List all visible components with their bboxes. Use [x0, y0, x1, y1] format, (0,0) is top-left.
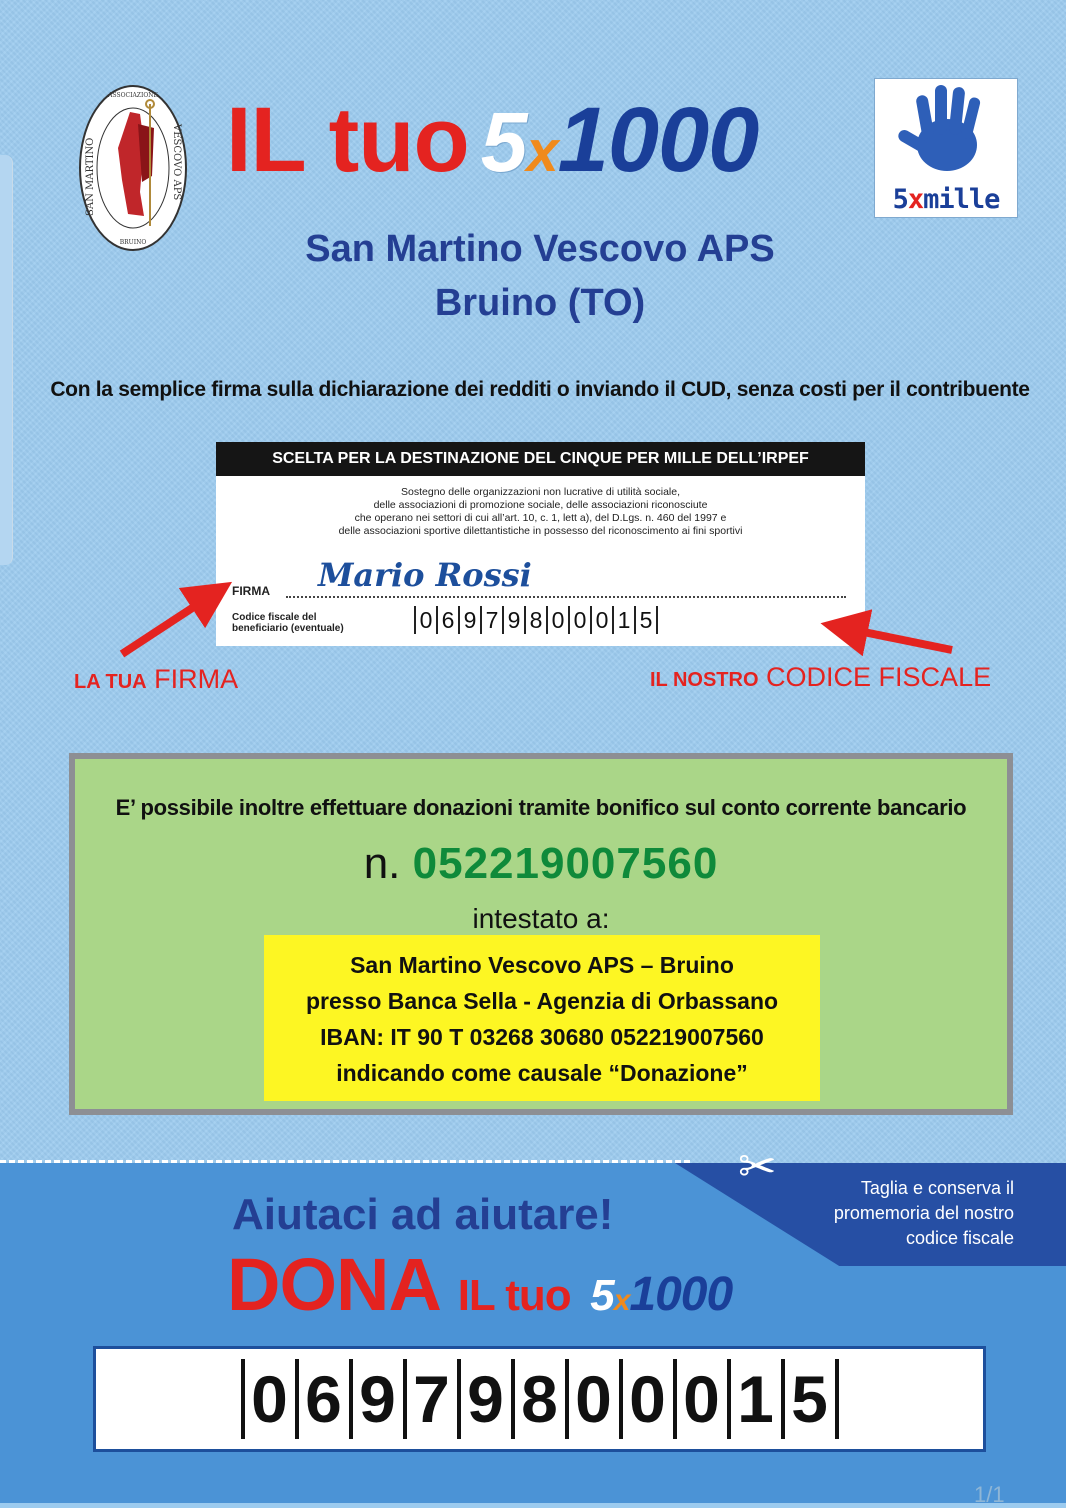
page-indicator: 1/1 — [974, 1482, 1005, 1507]
page-edge-tab — [0, 155, 13, 565]
form-desc-line: delle associazioni sportive dilettantistiche in possesso del riconoscimento ai fini sportivi — [338, 525, 743, 537]
sample-signature: Mario Rossi — [318, 556, 532, 594]
account-prefix: n. — [363, 839, 401, 888]
form-fiscal-code — [414, 606, 658, 634]
signature-line — [286, 596, 846, 598]
account-number: 052219007560 — [412, 839, 719, 888]
cf-label-line-1: Codice fiscale del — [232, 612, 317, 623]
dona-headline — [227, 1243, 733, 1326]
beneficiary-box — [264, 935, 820, 1101]
form-desc-line: Sostegno delle organizzazioni non lucrative di utilità sociale, — [401, 486, 680, 498]
logo-arc-top: ASSOCIAZIONE — [108, 92, 158, 99]
cf-digit: 9 — [458, 606, 480, 634]
code-digit: 9 — [349, 1359, 403, 1439]
cf-digit: 5 — [634, 606, 658, 634]
title-five: 5 — [480, 95, 527, 189]
causale-line: indicando come causale “Donazione” — [336, 1060, 748, 1086]
beneficiary-line: San Martino Vescovo APS – Bruino — [350, 952, 734, 978]
fiscal-code-reminder — [93, 1346, 986, 1452]
code-digit: 7 — [403, 1359, 457, 1439]
slogan: Aiutaci ad aiutare! — [232, 1190, 614, 1239]
logo-left-text: SAN MARTINO — [85, 137, 96, 216]
dona-five: 5 — [590, 1271, 614, 1320]
five-per-mille-badge — [874, 78, 1018, 218]
code-digit: 6 — [295, 1359, 349, 1439]
cf-digit: 6 — [436, 606, 458, 634]
bank-transfer-box — [69, 753, 1013, 1115]
dona-x: x — [613, 1284, 630, 1317]
cut-line — [0, 1160, 690, 1163]
code-digit: 9 — [457, 1359, 511, 1439]
beneficiary-line: presso Banca Sella - Agenzia di Orbassano — [305, 988, 779, 1014]
title-thousand: 1000 — [557, 89, 759, 191]
iban-line: IBAN: IT 90 T 03268 30680 052219007560 — [320, 1024, 764, 1050]
cut-instructions-line: promemoria del nostro — [833, 1203, 1014, 1223]
cf-callout-big: CODICE FISCALE — [766, 662, 992, 692]
cf-digit: 7 — [480, 606, 502, 634]
dona-word: DONA — [227, 1243, 439, 1326]
logo-right-text: VESCOVO APS — [171, 124, 182, 201]
cf-callout — [650, 662, 991, 693]
code-digit: 0 — [241, 1359, 295, 1439]
cf-digit: 0 — [414, 606, 436, 634]
badge-x: x — [907, 184, 924, 215]
code-digit: 0 — [673, 1359, 727, 1439]
firma-callout-small: LA TUA — [74, 671, 147, 693]
firma-callout-big: FIRMA — [154, 664, 239, 694]
badge-label — [875, 184, 1017, 215]
code-digit: 0 — [619, 1359, 673, 1439]
code-digit: 8 — [511, 1359, 565, 1439]
cf-digit: 0 — [546, 606, 568, 634]
page-title — [226, 89, 759, 191]
form-heading: SCELTA PER LA DESTINAZIONE DEL CINQUE PER MILLE DELL’IRPEF — [216, 442, 865, 476]
code-digit: 5 — [781, 1359, 839, 1439]
cf-digit: 0 — [590, 606, 612, 634]
cf-digit: 0 — [568, 606, 590, 634]
account-number-line — [75, 839, 1007, 889]
bank-intro: E’ possibile inoltre effettuare donazioni tramite bonifico sul conto corrente bancario — [115, 795, 967, 820]
cut-instructions — [790, 1176, 1014, 1251]
association-logo — [78, 84, 188, 252]
cf-digit: 1 — [612, 606, 634, 634]
dona-thousand: 1000 — [629, 1268, 733, 1321]
badge-word: mille — [923, 184, 1000, 215]
code-digit: 1 — [727, 1359, 781, 1439]
cf-label — [232, 612, 344, 634]
cut-instructions-line: codice fiscale — [905, 1228, 1014, 1248]
tax-form-sample — [216, 442, 865, 646]
cf-digit: 9 — [502, 606, 524, 634]
dona-rest: IL tuo — [457, 1271, 571, 1320]
title-x: x — [526, 119, 558, 184]
cf-callout-small: IL NOSTRO — [650, 669, 759, 691]
org-name: San Martino Vescovo APS — [305, 228, 775, 270]
scissors-icon: ✂ — [738, 1140, 777, 1192]
cf-digit: 8 — [524, 606, 546, 634]
org-city: Bruino (TO) — [434, 282, 646, 324]
cf-label-line-2: beneficiario (eventuale) — [232, 623, 344, 634]
intestato-label: intestato a: — [472, 903, 610, 934]
blue-hand-icon — [875, 79, 1017, 189]
cut-instructions-line: Taglia e conserva il — [860, 1178, 1014, 1198]
firma-arrow-icon — [122, 595, 212, 654]
intro-text: Con la semplice firma sulla dichiarazione dei redditi o inviando il CUD, senza costi per il contribuente — [50, 378, 1030, 401]
badge-five: 5 — [892, 184, 908, 215]
code-digit: 0 — [565, 1359, 619, 1439]
form-desc-line: che operano nei settori di cui all’art. 10, c. 1, lett a), del D.Lgs. n. 460 del 1997 e — [354, 512, 727, 524]
title-prefix: IL tuo — [226, 89, 469, 191]
logo-bottom-text: BRUINO — [119, 239, 147, 246]
firma-label: FIRMA — [232, 584, 270, 598]
form-desc-line: delle associazioni di promozione sociale, delle associazioni riconosciute — [373, 499, 708, 511]
form-description — [236, 486, 845, 538]
firma-callout — [74, 664, 238, 695]
